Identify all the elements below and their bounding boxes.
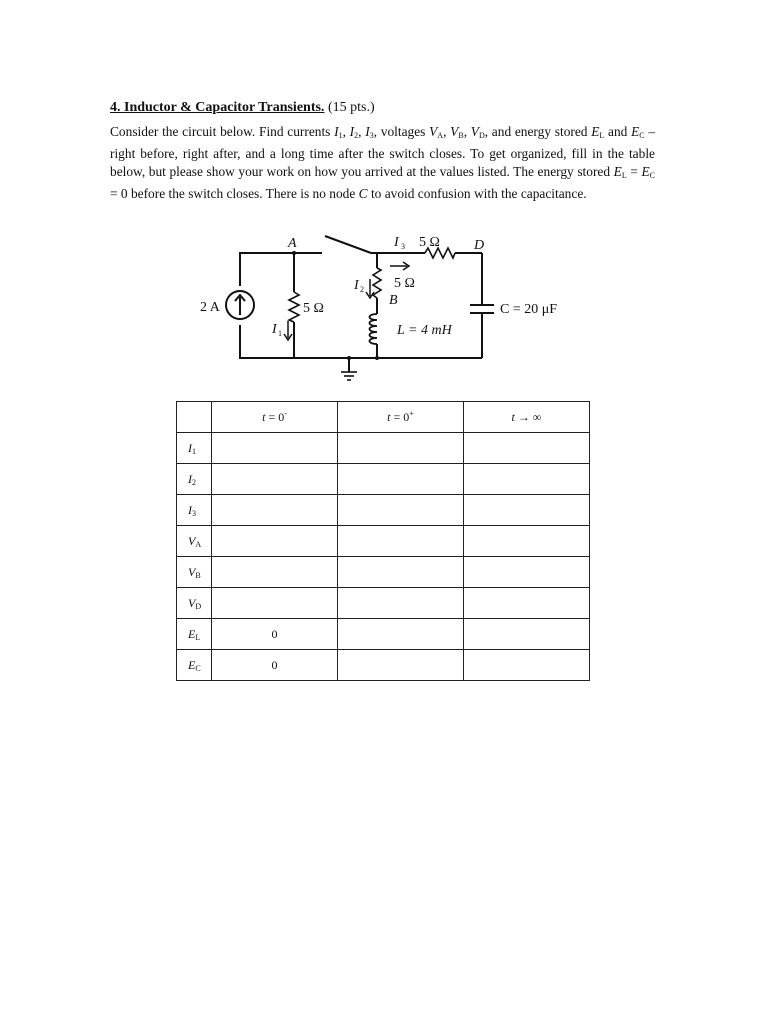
statement-text: – right before, right after, and a long time after the switch closes. To get organized, fill in the table below, but please show your work on how you arrived at the values listed. The energy stored <box>110 124 656 179</box>
sym: V <box>429 124 438 139</box>
answer-cell[interactable] <box>464 495 590 526</box>
h-sup: - <box>284 409 287 418</box>
source-label: 2 A <box>200 300 220 315</box>
table-row <box>177 557 590 588</box>
i2-label: I <box>354 278 359 293</box>
statement-text: Consider the circuit below. Find currents <box>110 124 335 139</box>
answer-cell[interactable] <box>338 557 464 588</box>
inductor-icon <box>370 314 378 344</box>
sub: 3 <box>369 131 374 140</box>
row-symbol: I <box>188 471 192 486</box>
row-subscript: D <box>195 601 202 611</box>
sym: V <box>450 124 459 139</box>
answer-cell[interactable] <box>338 619 464 650</box>
h-rel: = 0 <box>265 410 285 424</box>
resistor3-label: 5 Ω <box>419 235 440 250</box>
node-dot <box>292 251 296 255</box>
statement-text: = <box>626 164 642 179</box>
answer-cell[interactable] <box>464 526 590 557</box>
answer-cell[interactable] <box>464 464 590 495</box>
problem-points: (15 pts.) <box>324 100 375 115</box>
sym: E <box>641 164 650 179</box>
sym: I <box>349 124 355 139</box>
statement-text: , and energy stored <box>484 124 592 139</box>
answer-cell[interactable] <box>212 588 338 619</box>
sub: D <box>478 131 485 140</box>
resistor2-label: 5 Ω <box>394 276 415 291</box>
h-rel: → ∞ <box>514 409 542 424</box>
row-subscript: 2 <box>192 477 196 487</box>
node-a-label: A <box>288 236 297 251</box>
switch-blade <box>325 236 371 253</box>
answer-cell[interactable] <box>212 557 338 588</box>
circuit-diagram <box>0 0 768 400</box>
col-header-t0minus <box>212 402 338 433</box>
col-header-t0plus <box>338 402 464 433</box>
resistor1-label: 5 Ω <box>303 301 324 316</box>
i1-sub: 1 <box>278 329 282 338</box>
statement-text: , voltages <box>373 124 430 139</box>
row-symbol: E <box>188 657 196 672</box>
row-label <box>177 557 212 588</box>
statement-text: and <box>604 124 632 139</box>
answer-cell[interactable] <box>212 495 338 526</box>
row-subscript: C <box>195 663 201 673</box>
capacitor-label: C = 20 μF <box>500 302 558 317</box>
resistor-icon <box>289 292 299 322</box>
sep: , <box>463 124 471 139</box>
row-label <box>177 495 212 526</box>
h-sup: + <box>409 409 414 418</box>
table-row <box>177 464 590 495</box>
table-row <box>177 619 590 650</box>
row-label <box>177 619 212 650</box>
sub: L <box>599 131 605 140</box>
node-dot <box>375 356 379 360</box>
answer-cell[interactable] <box>464 588 590 619</box>
row-symbol: I <box>188 440 192 455</box>
answer-cell[interactable] <box>338 650 464 681</box>
row-subscript: 1 <box>192 446 196 456</box>
i2-sub: 2 <box>360 285 364 294</box>
resistor-icon <box>373 268 381 298</box>
row-label <box>177 588 212 619</box>
answer-cell[interactable] <box>464 650 590 681</box>
sym: I <box>365 124 370 139</box>
answer-cell[interactable] <box>464 557 590 588</box>
answer-cell[interactable] <box>338 433 464 464</box>
answer-cell[interactable] <box>338 588 464 619</box>
corner-cell <box>177 402 212 433</box>
answer-cell[interactable] <box>338 464 464 495</box>
table-row <box>177 526 590 557</box>
sub: 1 <box>338 131 343 140</box>
answer-cell[interactable] <box>212 433 338 464</box>
row-subscript: A <box>195 539 202 549</box>
answer-cell[interactable] <box>212 464 338 495</box>
sym: C <box>358 186 368 201</box>
table-row <box>177 650 590 681</box>
sym: E <box>591 124 600 139</box>
sym: E <box>613 164 622 179</box>
answer-cell[interactable] <box>338 495 464 526</box>
statement-text: = 0 before the switch closes. There is no node <box>110 186 359 201</box>
sub: L <box>621 171 627 180</box>
circuit-wires <box>240 236 485 372</box>
sep: , <box>358 124 366 139</box>
sub: A <box>437 131 444 140</box>
i1-label: I <box>272 322 277 337</box>
sym: I <box>334 124 339 139</box>
table-header-row <box>177 402 590 433</box>
row-subscript: 3 <box>192 508 196 518</box>
inductor-label: L = 4 mH <box>397 323 452 338</box>
answer-table <box>176 401 590 681</box>
table-row <box>177 495 590 526</box>
statement-text: to avoid confusion with the capacitance. <box>367 186 587 201</box>
answer-cell[interactable]: 0 <box>212 619 338 650</box>
row-label <box>177 526 212 557</box>
h-rel: = 0 <box>390 410 410 424</box>
answer-cell[interactable] <box>464 619 590 650</box>
sub: B <box>458 131 464 140</box>
row-label <box>177 464 212 495</box>
sub: C <box>639 131 645 140</box>
sep: , <box>443 124 451 139</box>
row-symbol: V <box>188 595 196 610</box>
problem-title: 4. Inductor & Capacitor Transients. <box>110 100 325 115</box>
h-t: t <box>511 409 515 424</box>
h-t: t <box>387 410 391 424</box>
sym: E <box>631 124 640 139</box>
wire <box>240 253 322 286</box>
answer-cell[interactable] <box>338 526 464 557</box>
h-t: t <box>262 410 266 424</box>
table-row <box>177 433 590 464</box>
row-label <box>177 433 212 464</box>
row-label <box>177 650 212 681</box>
row-symbol: I <box>188 502 192 517</box>
sub: 2 <box>354 131 359 140</box>
row-symbol: E <box>188 626 196 641</box>
i3-sub: 3 <box>401 242 405 251</box>
row-subscript: L <box>195 632 201 642</box>
i3-label: I <box>394 235 399 250</box>
sym: V <box>470 124 479 139</box>
node-b-label: B <box>389 293 398 308</box>
answer-cell[interactable] <box>212 526 338 557</box>
table-row <box>177 588 590 619</box>
col-header-tinf <box>464 402 590 433</box>
node-d-label: D <box>474 238 485 253</box>
sub: C <box>649 171 655 180</box>
sep: , <box>342 124 350 139</box>
row-subscript: B <box>195 570 201 580</box>
answer-cell[interactable] <box>464 433 590 464</box>
answer-cell[interactable]: 0 <box>212 650 338 681</box>
row-symbol: V <box>188 564 196 579</box>
node-dot <box>347 356 351 360</box>
row-symbol: V <box>188 533 196 548</box>
